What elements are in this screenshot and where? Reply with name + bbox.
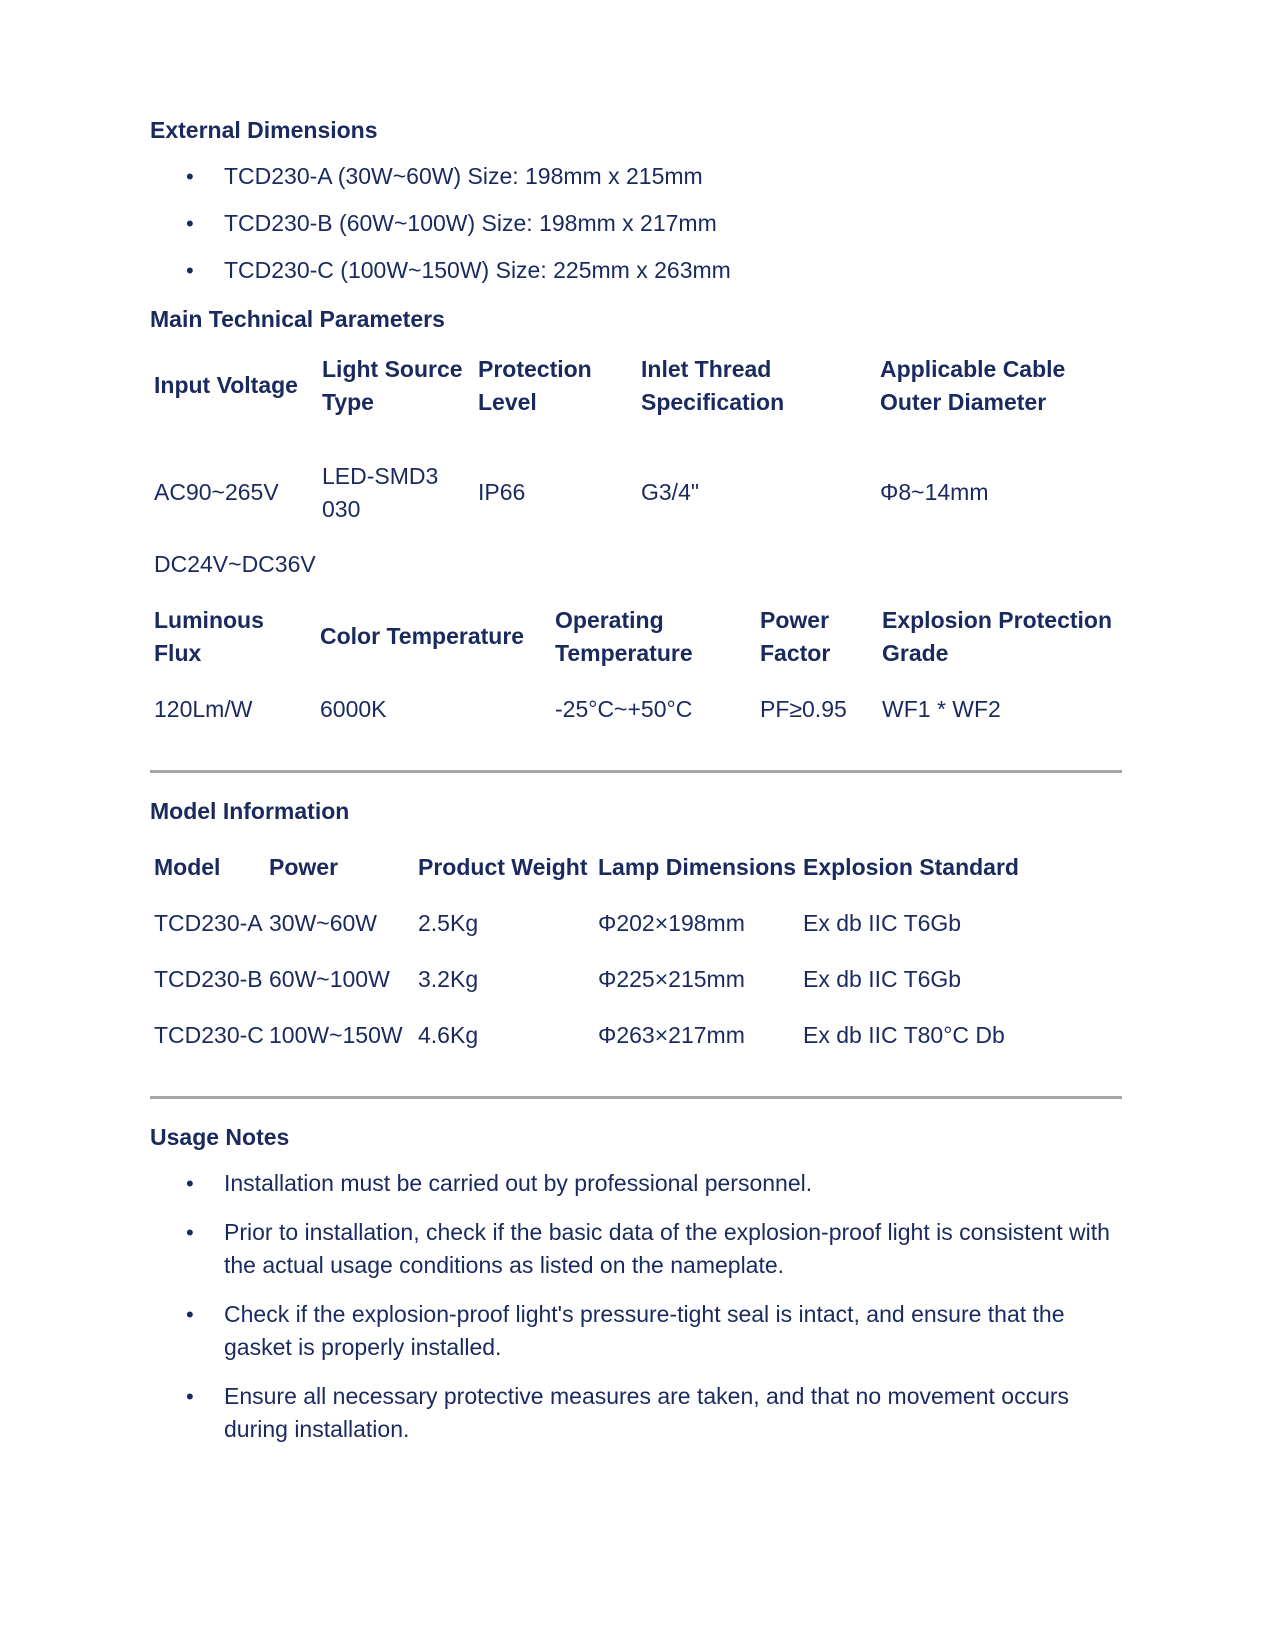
table-header: Explosion Protection Grade (882, 607, 1113, 666)
list-item: • TCD230-C (100W~150W) Size: 225mm x 263mm (186, 254, 1116, 287)
table-cell: Ex db IIC T6Gb (803, 910, 962, 936)
table-cell: 60W~100W (269, 966, 390, 992)
table-cell: Φ8~14mm (880, 479, 989, 505)
external-dimensions-heading: External Dimensions (150, 117, 378, 143)
table-cell: Φ225×215mm (598, 966, 745, 992)
table-header: Luminous Flux (154, 607, 264, 666)
table-cell: 4.6Kg (418, 1022, 479, 1048)
table-header: Power (269, 854, 339, 880)
table-cell: PF≥0.95 (760, 696, 847, 722)
table-header: Lamp Dimensions (598, 854, 797, 880)
table-cell: Φ263×217mm (598, 1022, 745, 1048)
table-cell: 100W~150W (269, 1022, 403, 1048)
table-cell: TCD230-B (154, 966, 263, 992)
table-header: Model (154, 854, 221, 880)
table-cell: TCD230-C (154, 1022, 264, 1048)
table-cell: 30W~60W (269, 910, 378, 936)
list-item: • Installation must be carried out by professional personnel. (186, 1167, 1116, 1200)
table-cell: TCD230-A (154, 910, 263, 936)
list-item: • Ensure all necessary protective measures are taken, and that no movement occurs during installation. (186, 1380, 1116, 1446)
external-dimensions-list (186, 160, 1116, 287)
table-cell: WF1 * WF2 (882, 696, 1001, 722)
usage-notes-list (186, 1167, 1116, 1446)
model-info-heading: Model Information (150, 798, 350, 824)
list-item: • Check if the explosion-proof light's pressure-tight seal is intact, and ensure that the gasket is properly installed. (186, 1298, 1116, 1364)
table-header: Product Weight (418, 854, 588, 880)
table-header: Color Temperature (320, 623, 525, 649)
table-cell: 120Lm/W (154, 696, 253, 722)
main-params-heading: Main Technical Parameters (150, 306, 445, 332)
list-item: • Prior to installation, check if the basic data of the explosion-proof light is consistent with the actual usage conditions as listed on the nameplate. (186, 1216, 1116, 1282)
table-header: Operating Temperature (555, 607, 693, 666)
table-header: Protection Level (478, 356, 592, 415)
section-divider (150, 1096, 1122, 1099)
list-item: • TCD230-A (30W~60W) Size: 198mm x 215mm (186, 160, 1116, 193)
table-cell: 2.5Kg (418, 910, 479, 936)
usage-notes-heading: Usage Notes (150, 1124, 290, 1150)
table-cell: Φ202×198mm (598, 910, 745, 936)
table-cell: IP66 (478, 479, 526, 505)
table-header: Light Source Type (322, 356, 463, 415)
section-divider (150, 770, 1122, 773)
table-cell: Ex db IIC T6Gb (803, 966, 962, 992)
table-cell: -25°C~+50°C (555, 696, 693, 722)
table-header: Input Voltage (154, 372, 298, 398)
table-cell: 6000K (320, 696, 387, 722)
list-item: • TCD230-B (60W~100W) Size: 198mm x 217mm (186, 207, 1116, 240)
table-cell: LED-SMD3030 (322, 463, 439, 522)
table-cell: DC24V~DC36V (154, 551, 316, 577)
table-cell: G3/4" (641, 479, 700, 505)
table-header: Applicable Cable Outer Diameter (880, 356, 1066, 415)
table-header: Power Factor (760, 607, 831, 666)
table-cell: AC90~265V (154, 479, 279, 505)
table-header: Explosion Standard (803, 854, 1019, 880)
table-cell: 3.2Kg (418, 966, 479, 992)
table-cell: Ex db IIC T80°C Db (803, 1022, 1005, 1048)
table-header: Inlet Thread Specification (641, 356, 785, 415)
